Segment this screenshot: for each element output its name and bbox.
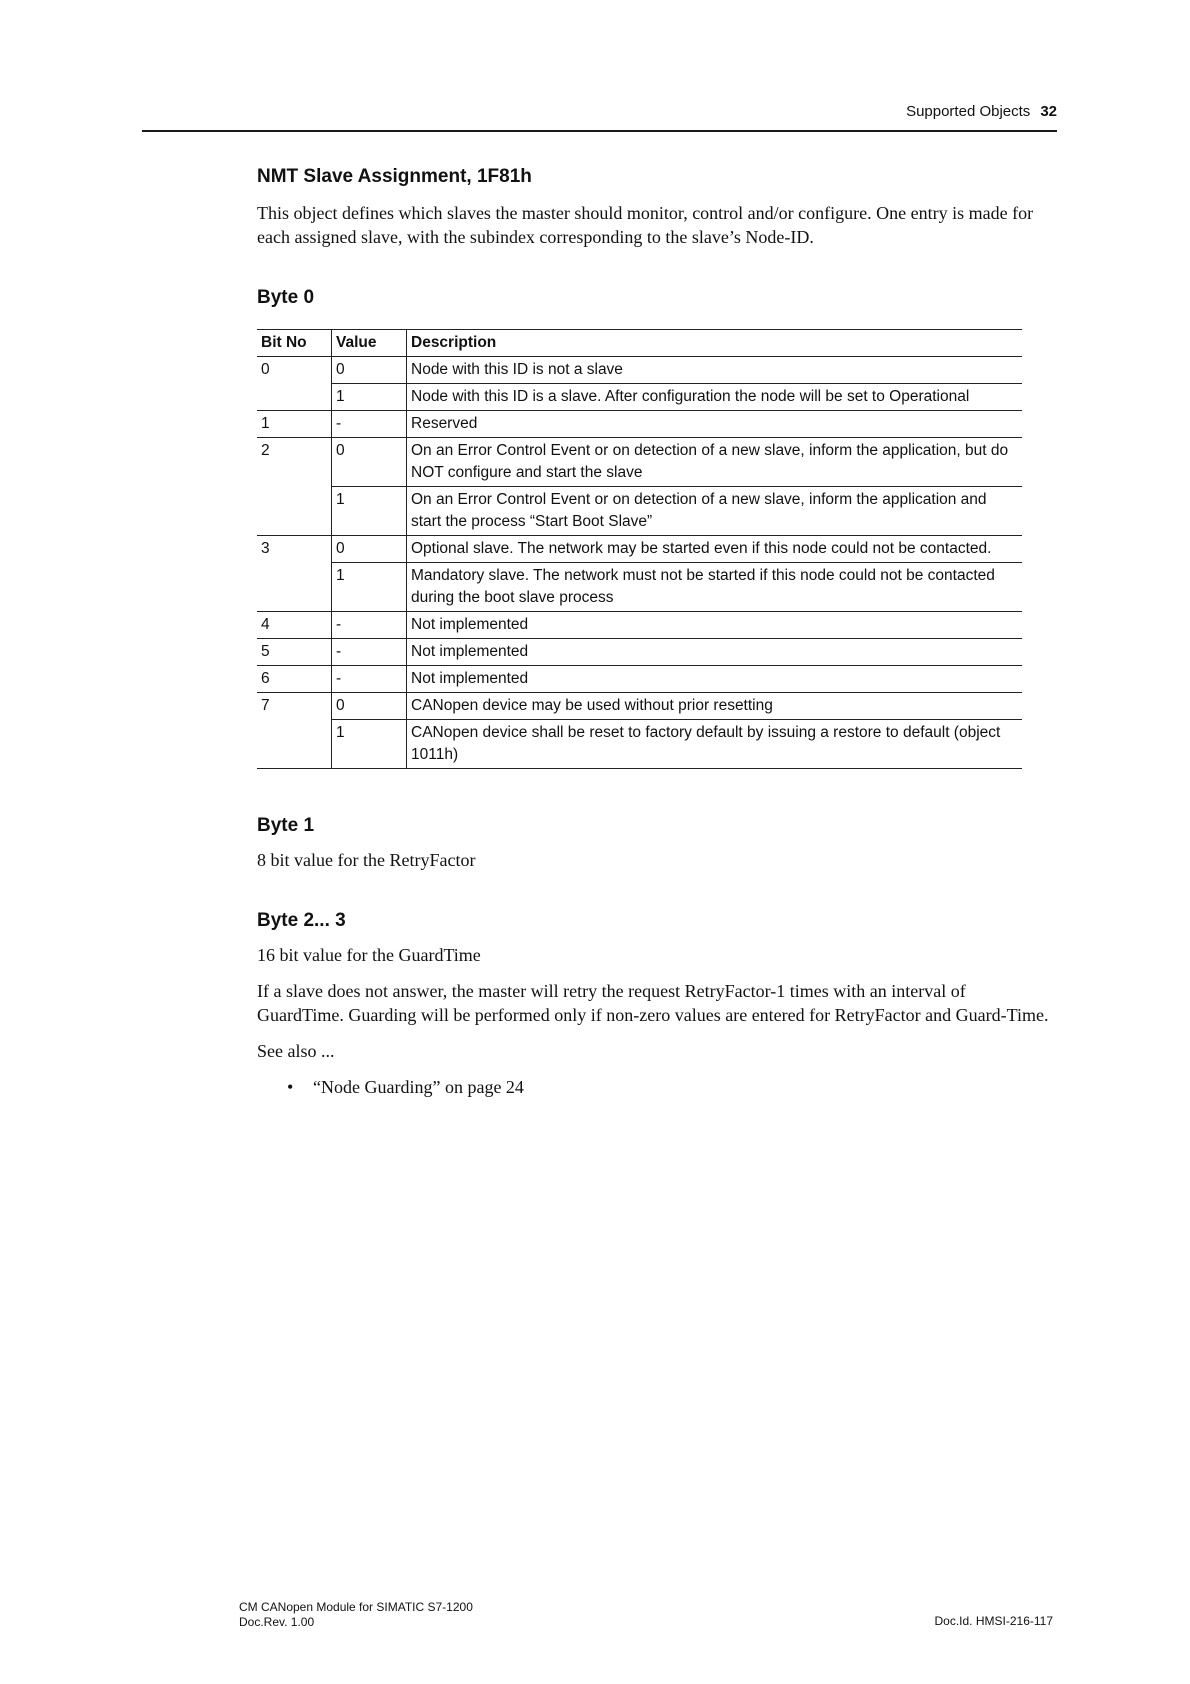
cell-description: Optional slave. The network may be started even if this node could not be contacted. — [407, 536, 1023, 563]
cell-bit: 6 — [257, 666, 332, 693]
cell-value: 0 — [332, 693, 407, 720]
table-row — [257, 357, 1022, 384]
cell-value: - — [332, 411, 407, 438]
bullet-icon: • — [287, 1077, 294, 1097]
cell-bit — [257, 563, 332, 612]
cell-bit — [257, 384, 332, 411]
see-also-list — [257, 1075, 1057, 1099]
footer-doc-id: Doc.Id. HMSI-216-117 — [934, 1614, 1053, 1628]
table-row — [257, 720, 1022, 769]
guarding-paragraph: If a slave does not answer, the master will retry the request RetryFactor-1 times with an interval of GuardTime. Guarding will be performed only if non-zero values are entered for RetryFactor and Guard-Time. — [257, 981, 1049, 1025]
byte0-heading: Byte 0 — [257, 287, 315, 308]
cell-description: Not implemented — [407, 612, 1023, 639]
bit-table — [257, 329, 1022, 769]
header-bit-no: Bit No — [257, 330, 332, 357]
cell-bit: 3 — [261, 540, 270, 557]
header-section: Supported Objects — [906, 103, 1031, 120]
see-also-text: See also ... — [257, 1041, 335, 1061]
cell-value: - — [332, 666, 407, 693]
header-value: Value — [332, 330, 407, 357]
cell-description: On an Error Control Event or on detection of a new slave, inform the application and start the process “Start Boot Slave” — [407, 487, 1023, 536]
table-row — [257, 384, 1022, 411]
cell-description: On an Error Control Event or on detection of a new slave, inform the application, but do NOT configure and start the slave — [407, 438, 1023, 487]
table-row — [257, 612, 1022, 639]
page-number: 32 — [1040, 103, 1057, 120]
cell-description: Reserved — [407, 411, 1023, 438]
header-description: Description — [407, 330, 1023, 357]
cell-value: - — [332, 639, 407, 666]
cell-value: - — [332, 612, 407, 639]
table-row — [257, 563, 1022, 612]
table-row — [257, 536, 1022, 563]
byte23-heading: Byte 2... 3 — [257, 910, 346, 931]
byte1-text: 8 bit value for the RetryFactor — [257, 850, 476, 870]
byte1-heading: Byte 1 — [257, 815, 315, 836]
cell-bit: 0 — [261, 361, 270, 378]
cell-description: Node with this ID is a slave. After configuration the node will be set to Operational — [407, 384, 1023, 411]
table-row — [257, 411, 1022, 438]
cell-description: Node with this ID is not a slave — [407, 357, 1023, 384]
cell-description: CANopen device may be used without prior resetting — [407, 693, 1023, 720]
cell-description: Not implemented — [407, 666, 1023, 693]
cell-value: 1 — [332, 487, 407, 536]
page-content — [257, 165, 1057, 1099]
footer-left — [239, 1600, 473, 1630]
cell-bit: 1 — [257, 411, 332, 438]
section-title: NMT Slave Assignment, 1F81h — [257, 166, 532, 187]
cell-description: CANopen device shall be reset to factory default by issuing a restore to default (object 1011h) — [407, 720, 1023, 769]
node-guarding-link[interactable]: “Node Guarding” on page 24 — [313, 1077, 524, 1097]
header-text — [906, 103, 1057, 120]
cell-description: Not implemented — [407, 639, 1023, 666]
footer-revision: Doc.Rev. 1.00 — [239, 1615, 315, 1629]
table-row — [257, 639, 1022, 666]
cell-value: 0 — [332, 438, 407, 487]
cell-bit: 5 — [257, 639, 332, 666]
table-row — [257, 438, 1022, 487]
cell-description: Mandatory slave. The network must not be started if this node could not be contacted during the boot slave process — [407, 563, 1023, 612]
intro-paragraph: This object defines which slaves the master should monitor, control and/or configure. One entry is made for each assigned slave, with the subindex corresponding to the slave’s Node-ID. — [257, 203, 1034, 247]
byte23-text: 16 bit value for the GuardTime — [257, 945, 481, 965]
page-header — [142, 100, 1057, 132]
table-header-row — [257, 330, 1022, 357]
cell-bit: 4 — [257, 612, 332, 639]
cell-value: 0 — [332, 357, 407, 384]
cell-bit — [257, 487, 332, 536]
table-row — [257, 693, 1022, 720]
list-item[interactable] — [287, 1075, 1057, 1099]
cell-bit — [257, 720, 332, 769]
table-row — [257, 487, 1022, 536]
cell-value: 0 — [332, 536, 407, 563]
cell-value: 1 — [332, 720, 407, 769]
table-row — [257, 666, 1022, 693]
cell-bit: 2 — [261, 442, 270, 459]
footer-product: CM CANopen Module for SIMATIC S7-1200 — [239, 1600, 473, 1614]
cell-value: 1 — [332, 384, 407, 411]
cell-bit: 7 — [261, 697, 270, 714]
cell-value: 1 — [332, 563, 407, 612]
